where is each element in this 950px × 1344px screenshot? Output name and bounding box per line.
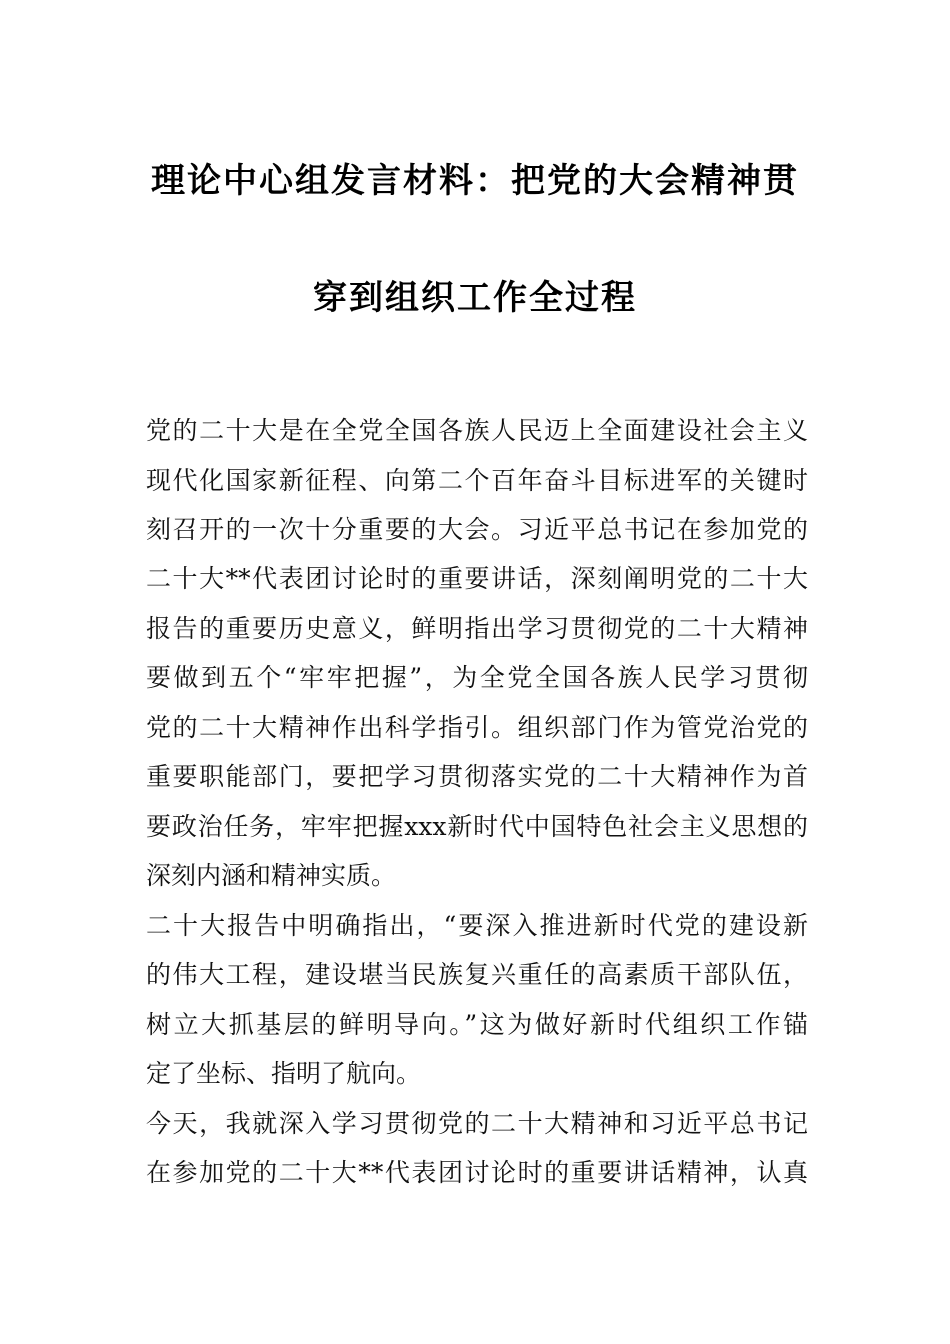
- document-title-line-1: 理论中心组发言材料：把党的大会精神贯: [151, 161, 799, 201]
- document-title-line-2: 穿到组织工作全过程: [313, 278, 637, 318]
- body-line: 定了坐标、指明了航向。: [146, 1059, 422, 1088]
- body-line: 刻召开的一次十分重要的大会。习近平总书记在参加党的: [146, 515, 808, 544]
- body-line: 重要职能部门，要把学习贯彻落实党的二十大精神作为首: [146, 762, 808, 791]
- body-line: 要做到五个“牢牢把握”，为全党全国各族人民学习贯彻: [146, 663, 808, 692]
- body-line: 今天，我就深入学习贯彻党的二十大精神和习近平总书记: [146, 1109, 808, 1138]
- body-line: 要政治任务，牢牢把握xxx新时代中国特色社会主义思想的: [146, 812, 808, 841]
- body-line: 党的二十大精神作出科学指引。组织部门作为管党治党的: [146, 713, 808, 742]
- body-line: 党的二十大是在全党全国各族人民迈上全面建设社会主义: [146, 416, 808, 445]
- body-line: 二十大报告中明确指出，“要深入推进新时代党的建设新: [146, 911, 808, 940]
- body-line: 现代化国家新征程、向第二个百年奋斗目标进军的关键时: [146, 466, 808, 495]
- body-line: 的伟大工程，建设堪当民族复兴重任的高素质干部队伍，: [146, 960, 808, 989]
- body-line: 树立大抓基层的鲜明导向。”这为做好新时代组织工作锚: [146, 1010, 808, 1039]
- body-line: 报告的重要历史意义，鲜明指出学习贯彻党的二十大精神: [146, 614, 808, 643]
- body-line: 二十大**代表团讨论时的重要讲话，深刻阐明党的二十大: [146, 564, 808, 593]
- body-line: 深刻内涵和精神实质。: [146, 861, 397, 890]
- body-line: 在参加党的二十大**代表团讨论时的重要讲话精神，认真: [146, 1158, 808, 1187]
